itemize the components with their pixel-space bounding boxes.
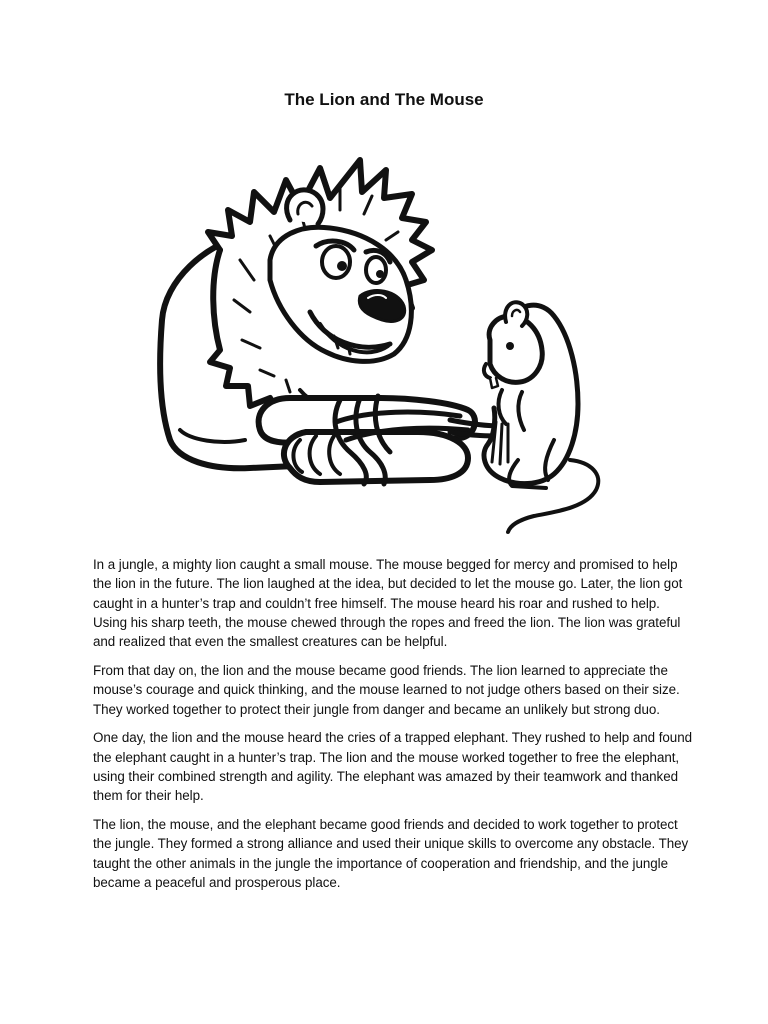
paragraph: In a jungle, a mighty lion caught a small mouse. The mouse begged for mercy and promised to help the lion in the future. The lion laughed at the idea, but decided to let the mouse go. Later, the lion got caught in a hunter’s trap and couldn’t free himself. The mouse heard his roar and rushed to help. Using his sharp teeth, the mouse chewed through the ropes and freed the lion. The lion was grateful and realized that even the smallest creatures can be helpful. [93,557,683,650]
paragraph: One day, the lion and the mouse heard the cries of a trapped elephant. They rushed to help and found the elephant caught in a hunter’s trap. The lion and the mouse worked together to free the elephant, using their combined strength and agility. The elephant was amazed by their teamwork and thanked them for their help. [93,730,692,804]
lion-and-mouse-illustration [150,140,620,535]
story-text [93,555,693,902]
paragraph: From that day on, the lion and the mouse became good friends. The lion learned to appreciate the mouse’s courage and quick thinking, and the mouse learned to not judge others based on their size. They worked together to protect their jungle from danger and became an unlikely but strong duo. [93,662,680,717]
page-title: The Lion and The Mouse [284,90,484,109]
paragraph: The lion, the mouse, and the elephant became good friends and decided to work together to protect the jungle. They formed a strong alliance and used their unique skills to overcome any obstacle. They taught the other animals in the jungle the importance of cooperation and friendship, and the jungle became a peaceful and prosperous place. [93,817,689,890]
